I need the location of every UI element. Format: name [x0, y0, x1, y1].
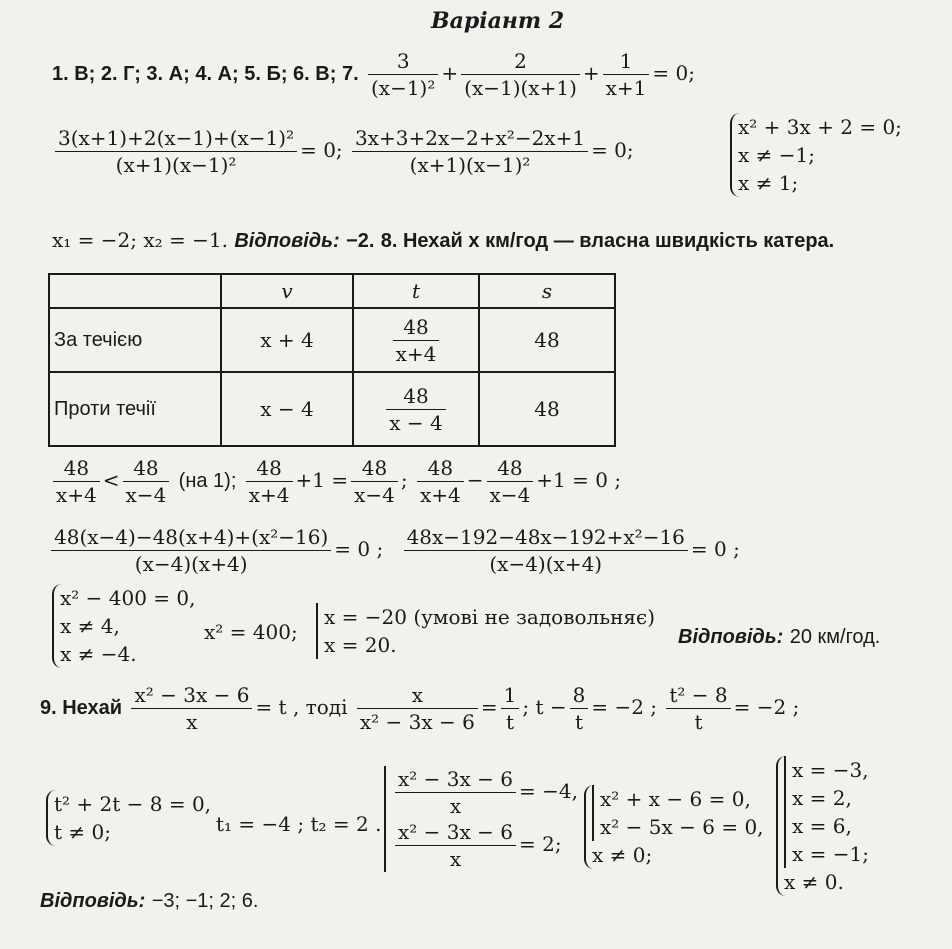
task7-system: x² + 3x + 2 = 0; x ≠ −1; x ≠ 1; — [730, 113, 902, 197]
fraction: $\frac{\text{3(x+1)+2(x−1)+(x−1)²}}{\text{(x+1)(x−1)²}}$ — [55, 125, 297, 178]
table-header-cell: t — [353, 274, 479, 308]
task8-steps: $\frac{\text{48(x−4)−48(x+4)+(x²−16)}}{(x-4)(x+4)}$ = 0 ; $\frac{\text{48x−192−48x−192+x²−16}}{(x-4)(x+4)}$ = 0 ; — [48, 524, 740, 577]
task7-steps: $\frac{\text{3(x+1)+2(x−1)+(x−1)²}}{\text{(x+1)(x−1)²}}$ = 0; $\frac{\text{3x+3+2x−2+x²−2x+1}}{\text{(x+1)(x−1)²}}$ = 0; — [52, 125, 634, 178]
table-header-cell: v — [221, 274, 353, 308]
table-row: За течією x + 4 $\frac{48}{x+4}$ 48 — [49, 308, 615, 372]
answers-list: 1. В; 2. Г; 3. А; 4. А; 5. Б; 6. В; 7. — [52, 63, 359, 85]
task9-t-system: t² + 2t − 8 = 0, t ≠ 0; — [46, 790, 211, 846]
task8-system: x² − 400 = 0, x ≠ 4, x ≠ −4. — [52, 584, 196, 668]
motion-table — [48, 273, 616, 447]
table-header-cell — [49, 274, 221, 308]
task8-equations: $\frac{48}{x+4}$ < $\frac{48}{x-4}$ (на 1); $\frac{48}{x+4}$ +1 = $\frac{48}{x-4}$ ; $\frac{48}{x+4}$ − $\frac{48}{x-4}$ +1 = 0 ; — [50, 455, 621, 508]
task9-roots-system: x = −3, x = 2, x = 6, x = −1; x ≠ 0. — [776, 756, 869, 896]
fraction: $\frac{2}{(x-1)(x+1)}$ — [461, 48, 580, 101]
task7-answer-line: x₁ = −2; x₂ = −1. Відповідь: −2. 8. Нехай x км/год — власна швидкість катера. — [52, 228, 835, 252]
task9-t-roots: t₁ = −4 ; t₂ = 2 . — [216, 812, 382, 836]
task9-quad-system: x² + x − 6 = 0, x² − 5x − 6 = 0, x ≠ 0; — [584, 785, 764, 869]
task9-cases: $\frac{\text{x² − 3x − 6}}{x}$ = −4, $\frac{\text{x² − 3x − 6}}{x}$ = 2; — [384, 766, 578, 872]
fraction: $\frac{3}{\text{(x−1)²}}$ — [368, 48, 438, 101]
task9-answer: Відповідь: −3; −1; 2; 6. — [40, 890, 259, 912]
task7-equation: 1. В; 2. Г; 3. А; 4. А; 5. Б; 6. В; 7. $\frac{3}{\text{(x−1)²}}$ + $\frac{2}{(x-1)(x+1)}$ + $\frac{1}{x+1}$ = 0; — [52, 49, 695, 100]
fraction: $\frac{1}{x+1}$ — [603, 48, 650, 101]
table-row: Проти течії x − 4 $\frac{48}{x - 4}$ 48 — [49, 372, 615, 446]
page-title: Варіант 2 — [431, 8, 565, 34]
task8-intro: 8. Нехай x км/год — власна швидкість катера. — [380, 230, 835, 252]
answer-label: Відповідь: — [234, 230, 340, 252]
task8-mid: x² = 400; — [204, 620, 298, 644]
table-header-cell: s — [479, 274, 615, 308]
fraction: $\frac{\text{3x+3+2x−2+x²−2x+1}}{\text{(x+1)(x−1)²}}$ — [352, 125, 588, 178]
task8-answer: Відповідь: 20 км/год. — [678, 626, 881, 648]
task9-intro-line: 9. Нехай $\frac{\text{x² − 3x − 6}}{x}$ = t , тоді $\frac{x}{\text{x² − 3x − 6}}$ = $\frac{1}{t}$ ; t − $\frac{8}{t}$ = −2 ; $\frac{\text{t² − 8}}{t}$ = −2 ; — [40, 683, 800, 734]
task8-roots: x = −20 (умові не задовольняє) x = 20. — [316, 603, 655, 659]
